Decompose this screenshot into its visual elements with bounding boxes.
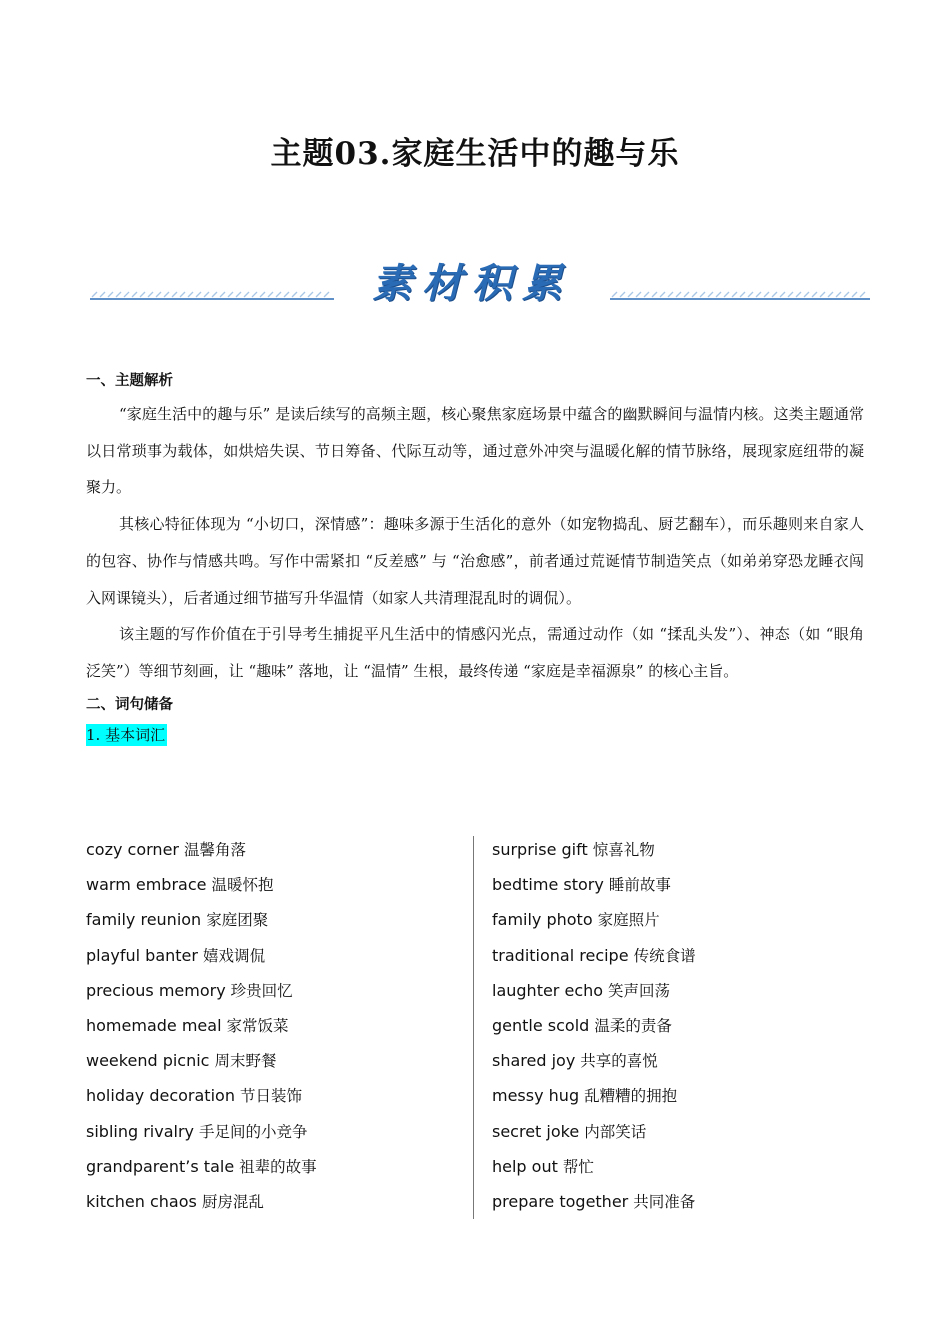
vocab-chinese: 珍贵回忆 [230,981,293,1000]
vocab-item [86,1008,466,1043]
vocab-english: grandparent’s tale [86,1156,235,1176]
vocab-english: messy hug [492,1086,580,1106]
section-heading-analysis: 一、主题解析 [86,373,173,389]
vocab-english: kitchen chaos [86,1191,197,1211]
vocab-english: weekend picnic [86,1051,210,1071]
vocab-chinese: 周末野餐 [214,1052,277,1071]
column-divider [473,836,474,1219]
vocab-item [86,1184,466,1219]
vocab-english: homemade meal [86,1015,222,1035]
vocab-item [86,973,466,1008]
main-content [86,366,864,746]
vocab-chinese: 温暖怀抱 [211,876,274,895]
vocab-english: holiday decoration [86,1086,235,1106]
section-heading-vocab: 二、词句储备 [86,696,173,713]
banner-decor-right [610,290,870,300]
vocab-english: surprise gift [492,840,588,859]
analysis-paragraph: “家庭生活中的趣与乐” 是读后续写的高频主题，核心聚焦家庭场景中蕴含的幽默瞬间与温情内核。这类主题通常以日常琐事为载体，如烘焙失误、节日筹备、代际互动等，通过意外冲突与温暖化解的情节脉络，展现家庭纽带的凝聚力。 [86,405,864,497]
vocab-english: sibling rivalry [86,1121,194,1141]
vocab-item [86,902,466,937]
vocab-item [86,1043,466,1078]
vocab-chinese: 传统食谱 [633,946,696,965]
vocab-chinese: 嬉戏调侃 [202,946,265,965]
vocab-english: help out [492,1156,558,1176]
vocab-item [492,1008,872,1043]
vocab-item [492,1114,872,1149]
vocab-english: traditional recipe [492,945,629,965]
vocab-english: warm embrace [86,875,207,895]
vocab-chinese: 祖辈的故事 [239,1157,317,1176]
vocab-item [492,973,872,1008]
vocab-english: secret joke [492,1121,580,1141]
vocab-chinese: 温馨角落 [183,841,246,859]
vocab-chinese: 家庭团聚 [206,911,269,930]
analysis-paragraph: 其核心特征体现为 “小切口，深情感”：趣味多源于生活化的意外（如宠物捣乱、厨艺翻车），而乐趣则来自家人的包容、协作与情感共鸣。写作中需紧扣 “反差感” 与 “治愈感”，前者通过荒诞情节制造笑点（如弟弟穿恐龙睡衣闯入网课镜头），后者通过细节描写升华温情（如家人共清理混乱时的调侃）。 [86,515,864,607]
vocab-chinese: 笑声回荡 [608,981,671,1000]
vocab-english: cozy corner [86,840,179,859]
vocab-chinese: 乱糟糟的拥抱 [584,1087,678,1106]
vocab-chinese: 家庭照片 [597,911,660,930]
vocab-item [492,1078,872,1113]
vocab-english: family reunion [86,910,202,930]
vocab-chinese: 节日装饰 [239,1087,302,1106]
section-banner [90,252,870,312]
vocab-chinese: 家常饭菜 [226,1016,289,1035]
vocab-english: bedtime story [492,875,604,895]
vocab-english: laughter echo [492,980,604,1000]
banner-title: 素材积累 [372,261,572,307]
vocab-item [86,867,466,902]
vocab-chinese: 手足间的小竞争 [199,1122,308,1141]
vocab-item [492,1184,872,1219]
vocab-column-left [86,832,466,1219]
vocab-item [86,1114,466,1149]
vocab-chinese: 睡前故事 [608,876,671,895]
vocab-column-right [492,832,872,1219]
vocab-item [86,832,466,867]
vocab-chinese: 内部笑话 [584,1122,647,1141]
vocab-chinese: 惊喜礼物 [592,841,655,859]
vocab-english: shared joy [492,1051,576,1071]
vocab-item [492,902,872,937]
vocab-chinese: 温柔的责备 [594,1016,672,1035]
page-title: 主题03.家庭生活中的趣与乐 [270,136,680,172]
vocab-chinese: 帮忙 [562,1157,594,1176]
vocab-table [86,832,864,1222]
banner-decor-left [90,290,334,300]
vocab-english: playful banter [86,945,198,965]
vocab-item [492,938,872,973]
vocab-english: family photo [492,910,593,930]
vocab-item [492,867,872,902]
vocab-item [86,938,466,973]
analysis-paragraph: 该主题的写作价值在于引导考生捕捉平凡生活中的情感闪光点，需通过动作（如 “揉乱头发”）、神态（如 “眼角泛笑”）等细节刻画，让 “趣味” 落地，让 “温情” 生根，最终传递 “家庭是幸福源泉” 的核心主旨。 [86,625,864,680]
vocab-item [492,1149,872,1184]
vocab-chinese: 共享的喜悦 [580,1052,658,1071]
vocab-item [492,1043,872,1078]
subheading-basic-vocab: 1. 基本词汇 [86,725,166,744]
vocab-english: gentle scold [492,1015,590,1035]
vocab-item [492,832,872,867]
vocab-english: precious memory [86,980,226,1000]
vocab-chinese: 共同准备 [633,1192,696,1211]
vocab-item [86,1078,466,1113]
vocab-chinese: 厨房混乱 [201,1192,264,1211]
vocab-english: prepare together [492,1191,629,1211]
vocab-item [86,1149,466,1184]
